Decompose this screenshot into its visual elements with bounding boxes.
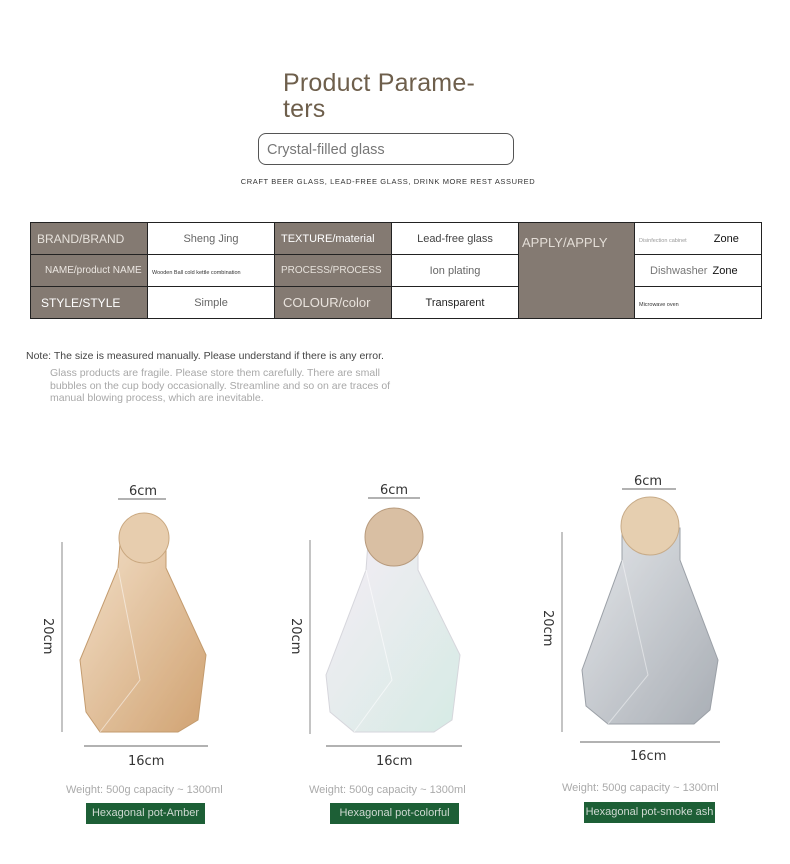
product-name-badge: Hexagonal pot-Amber [86,803,205,824]
brand-value: Sheng Jing [148,223,275,255]
apply-item-text: Disinfection cabinet [639,237,687,244]
apply-item-microwave [635,287,762,319]
apply-item-text: Dishwasher [650,264,708,277]
wooden-ball-stopper [365,508,423,566]
page-title: Product Parame-ters [283,69,475,123]
dim-bottom-label: 16cm [630,749,667,764]
parameters-table [30,222,762,319]
apply-label: APPLY/APPLY [519,223,635,319]
tagline: CRAFT BEER GLASS, LEAD-FREE GLASS, DRINK MORE REST ASSURED [240,177,536,186]
product-weight: Weight: 500g capacity ~ 1300ml [66,784,223,796]
colour-value: Transparent [392,287,519,319]
dim-bottom-label: 16cm [128,754,165,769]
note-fragile: Glass products are fragile. Please store them carefully. There are small bubbles on the cup body occasionally. Streamline and so on are traces of manual blowing process, which are inevitable. [50,367,391,404]
dim-top-label: 6cm [380,483,409,498]
carafe-illustration [288,480,488,770]
product-smoke-ash [538,470,738,764]
apply-item-dishwasher [635,255,762,287]
carafe-body [326,542,460,732]
process-value: Ion plating [392,255,519,287]
product-weight: Weight: 500g capacity ~ 1300ml [562,782,719,794]
apply-item-disinfection [635,223,762,255]
texture-label: TEXTURE/material [275,223,392,255]
colour-label: COLOUR/color [275,287,392,319]
texture-value: Lead-free glass [392,223,519,255]
name-label: NAME/product NAME [31,255,148,287]
product-colorful [288,480,488,770]
carafe-illustration [40,480,240,770]
carafe-body [80,543,206,732]
process-label: PROCESS/PROCESS [275,255,392,287]
name-value [148,255,275,287]
product-name-badge: Hexagonal pot-smoke ash [584,802,715,823]
brand-label: BRAND/BRAND [31,223,148,255]
name-value-text: Wooden Ball cold kettle combination [152,269,241,276]
wooden-ball-stopper [621,497,679,555]
product-name-badge: Hexagonal pot-colorful [330,803,459,824]
dim-top-label: 6cm [129,484,158,499]
product-amber [40,480,240,770]
apply-item-zone: Zone [713,232,739,245]
product-weight: Weight: 500g capacity ~ 1300ml [309,784,466,796]
note-measurement: Note: The size is measured manually. Please understand if there is any error. [26,350,384,362]
apply-item-zone: Zone [712,264,738,277]
dim-height-label: 20cm [288,618,303,655]
dim-top-label: 6cm [634,474,663,489]
style-label: STYLE/STYLE [31,287,148,319]
wooden-ball-stopper [119,513,169,563]
carafe-body [582,528,718,724]
carafe-illustration [538,470,738,764]
dim-height-label: 20cm [540,610,555,647]
apply-item-text: Microwave oven [639,301,679,308]
style-value: Simple [148,287,275,319]
dim-bottom-label: 16cm [376,754,413,769]
dim-height-label: 20cm [40,618,55,655]
subtitle-pill: Crystal-filled glass [258,133,514,165]
